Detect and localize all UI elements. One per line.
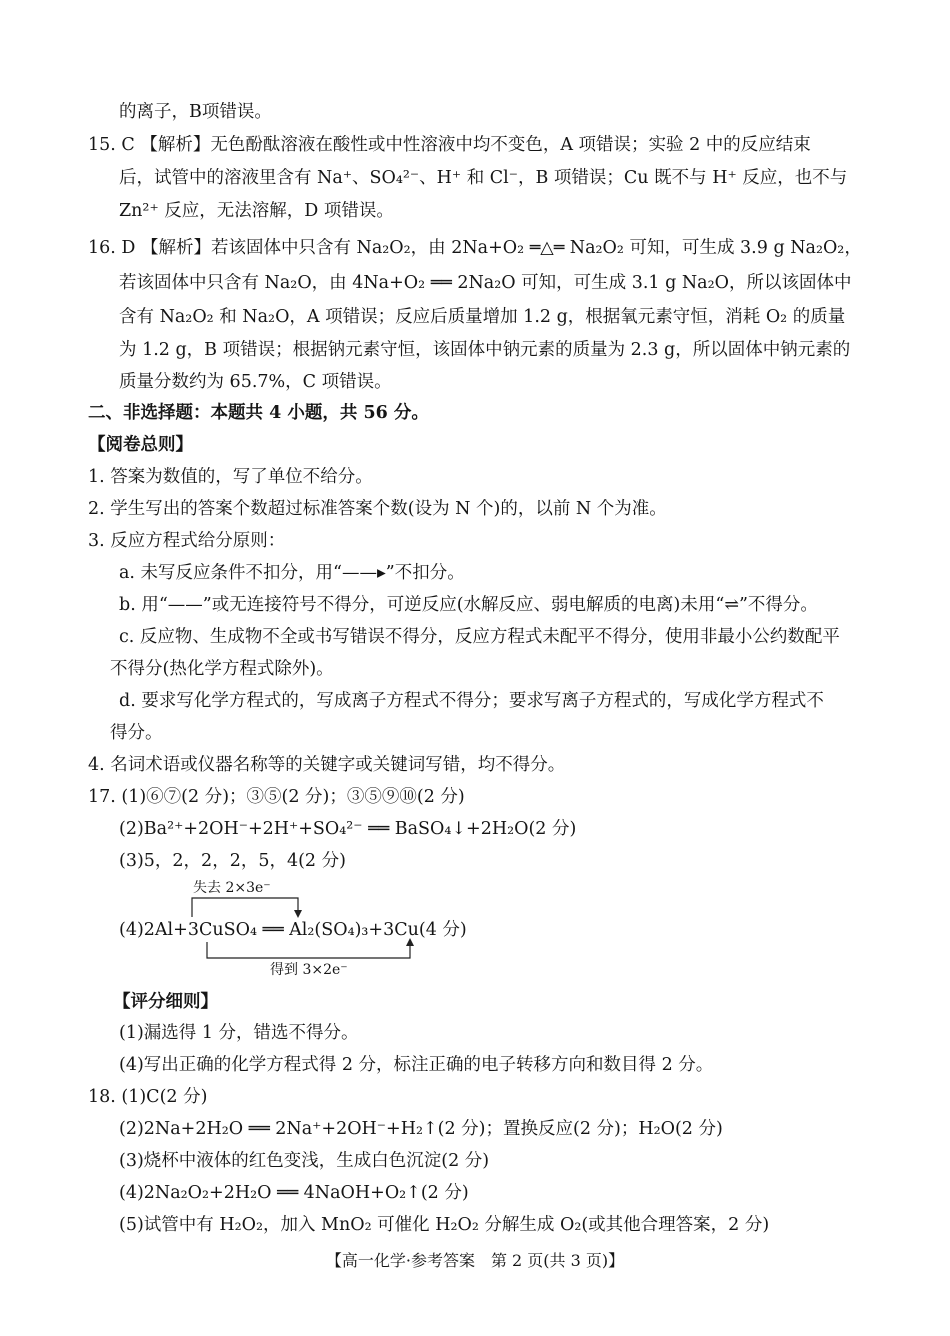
- rule-1: 1. 答案为数值的，写了单位不给分。: [88, 467, 373, 487]
- rule-4: 4. 名词术语或仪器名称等的关键字或关键词写错，均不得分。: [88, 755, 566, 775]
- q16-line-1: 16. D 【解析】若该固体中只含有 Na₂O₂，由 2Na+O₂ ═△═ Na₂O₂ 可知，可生成 3.9 g Na₂O₂，: [88, 238, 862, 258]
- rule-3b: b. 用“——”或无连接符号不得分，可逆反应(水解反应、弱电解质的电离)未用“⇌”不得分。: [119, 595, 818, 615]
- detail-4: (4)写出正确的化学方程式得 2 分，标注正确的电子转移方向和数目得 2 分。: [119, 1055, 714, 1075]
- rule-2: 2. 学生写出的答案个数超过标准答案个数(设为 N 个)的，以前 N 个为准。: [88, 499, 667, 519]
- q18-part-4: (4)2Na₂O₂+2H₂O ══ 4NaOH+O₂↑(2 分): [119, 1183, 469, 1203]
- scoring-details-heading: 【评分细则】: [113, 992, 218, 1012]
- q16-line-2: 若该固体中只含有 Na₂O，由 4Na+O₂ ══ 2Na₂O 可知，可生成 3.1 g Na₂O，所以该固体中: [119, 273, 852, 293]
- rule-3c-cont: 不得分(热化学方程式除外)。: [110, 659, 334, 679]
- page-footer: 【高一化学·参考答案 第 2 页(共 3 页)】: [325, 1251, 625, 1270]
- marking-rules-heading: 【阅卷总则】: [88, 435, 193, 455]
- rule-3d: d. 要求写化学方程式的，写成离子方程式不得分；要求写离子方程式的，写成化学方程式不: [119, 691, 824, 711]
- detail-1: (1)漏选得 1 分，错选不得分。: [119, 1023, 359, 1043]
- lose-electrons-label: 失去 2×3e⁻: [193, 880, 271, 896]
- q18-part-2: (2)2Na+2H₂O ══ 2Na⁺+2OH⁻+H₂↑(2 分)；置换反应(2 分)；H₂O(2 分): [119, 1119, 723, 1139]
- q16-line-3: 含有 Na₂O₂ 和 Na₂O，A 项错误；反应后质量增加 1.2 g，根据氧元素守恒，消耗 O₂ 的质量: [119, 307, 846, 327]
- q18-part-5: (5)试管中有 H₂O₂，加入 MnO₂ 可催化 H₂O₂ 分解生成 O₂(或其他合理答案，2 分): [119, 1215, 770, 1235]
- gain-electrons-label: 得到 3×2e⁻: [270, 962, 348, 978]
- section-2-heading: 二、非选择题：本题共 4 小题，共 56 分。: [88, 403, 429, 423]
- q18-part-3: (3)烧杯中液体的红色变浅，生成白色沉淀(2 分): [119, 1151, 490, 1171]
- q17-part-2: (2)Ba²⁺+2OH⁻+2H⁺+SO₄²⁻ ══ BaSO₄↓+2H₂O(2 分): [119, 819, 577, 839]
- line-prev-end: 的离子，B项错误。: [119, 102, 272, 122]
- q16-line-4: 为 1.2 g，B 项错误；根据钠元素守恒，该固体中钠元素的质量为 2.3 g，所以固体中钠元素的: [119, 340, 851, 360]
- q16-line-5: 质量分数约为 65.7%，C 项错误。: [119, 372, 392, 392]
- q15-line-2: 后，试管中的溶液里含有 Na⁺、SO₄²⁻、H⁺ 和 Cl⁻，B 项错误；Cu 既不与 H⁺ 反应，也不与: [119, 168, 848, 188]
- rule-3c: c. 反应物、生成物不全或书写错误不得分，反应方程式未配平不得分，使用非最小公约数配平: [119, 627, 840, 647]
- rule-3a: a. 未写反应条件不扣分，用“——▸”不扣分。: [119, 563, 465, 583]
- q17-part-3: (3)5，2，2，2，5，4(2 分): [119, 851, 346, 871]
- q15-line-3: Zn²⁺ 反应，无法溶解，D 项错误。: [119, 201, 394, 221]
- gain-electron-bracket: [207, 942, 410, 958]
- q17-part-4-equation: (4)2Al+3CuSO₄ ══ Al₂(SO₄)₃+3Cu(4 分): [119, 920, 467, 940]
- q17-part-1: 17. (1)⑥⑦(2 分)；③⑤(2 分)；③⑤⑨⑩(2 分): [88, 787, 465, 807]
- lose-electron-bracket: [192, 898, 298, 917]
- rule-3: 3. 反应方程式给分原则：: [88, 531, 286, 551]
- lose-arrow-head: [294, 910, 302, 918]
- rule-3d-cont: 得分。: [110, 723, 163, 743]
- q15-line-1: 15. C 【解析】无色酚酞溶液在酸性或中性溶液中均不变色，A 项错误；实验 2 中的反应结束: [88, 135, 811, 155]
- q18-part-1: 18. (1)C(2 分): [88, 1087, 208, 1107]
